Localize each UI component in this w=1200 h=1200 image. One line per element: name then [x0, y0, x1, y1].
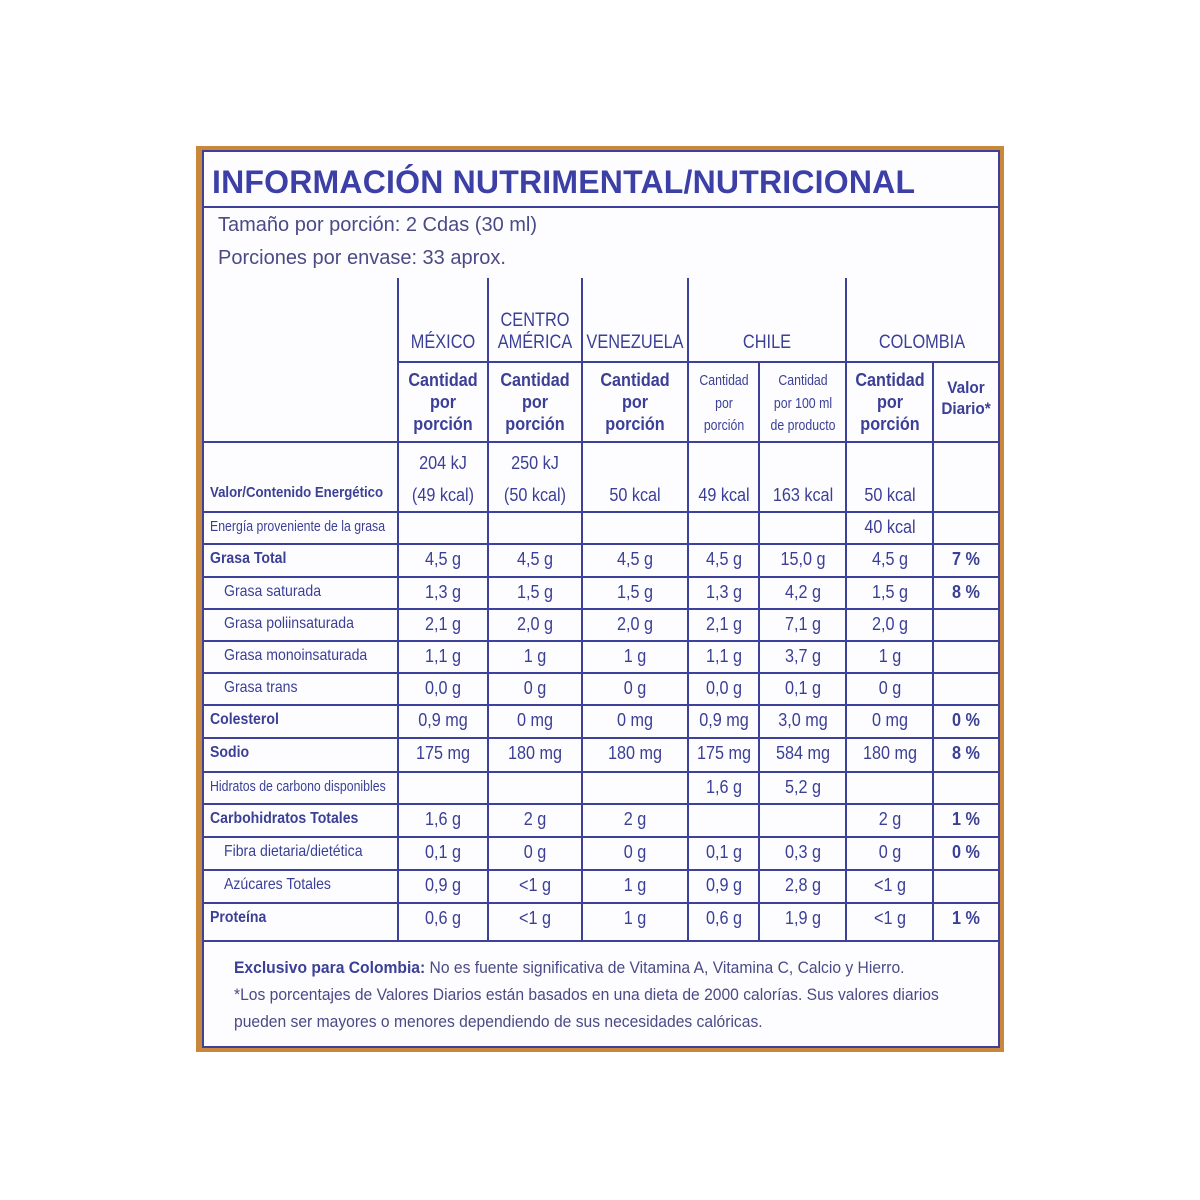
row-carbohidratos-totales-co: 2 g — [878, 809, 901, 829]
row-fibra-dietaria-dietetica-ca: 0 g — [523, 842, 547, 862]
row-grasa-monoinsaturada-ca: 1 g — [523, 646, 547, 666]
row-grasa-saturada-clp: 1,3 g — [705, 582, 742, 602]
header-venezuela: VENEZUELA — [586, 332, 684, 353]
row-label-carbohidratos-totales: Carbohidratos Totales — [210, 810, 359, 827]
row-grasa-total-daily-value: 7 % — [951, 549, 980, 569]
row-label-colesterol: Colesterol — [210, 711, 279, 728]
nutrition-table — [204, 152, 1004, 1052]
footer-exclusive — [234, 958, 904, 978]
row-grasa-monoinsaturada-ve: 1 g — [623, 646, 647, 666]
row-hidratos-de-carbono-disponibles-cl100: 5,2 g — [784, 777, 821, 797]
row-proteina-co: <1 g — [873, 908, 906, 928]
row-fibra-dietaria-dietetica-ve: 0 g — [623, 842, 647, 862]
row-colesterol-daily-value: 0 % — [951, 710, 980, 730]
row-carbohidratos-totales-mx: 1,6 g — [424, 809, 462, 829]
subheader-centro-america: Cantidad por porción — [500, 370, 570, 434]
footer-note-line2: pueden ser mayores o menores dependiendo de sus necesidades calóricas. — [234, 1012, 763, 1031]
row-grasa-total-ca: 4,5 g — [516, 549, 554, 569]
serving-size: Tamaño por porción: 2 Cdas (30 ml) — [218, 214, 538, 236]
row-label-proteina: Proteína — [210, 909, 267, 926]
row-grasa-monoinsaturada-co: 1 g — [878, 646, 901, 666]
energy-mexico-kcal: (49 kcal) — [411, 485, 475, 505]
subheader-daily-value: Valor Diario* — [940, 378, 991, 418]
row-sodio-daily-value: 8 % — [951, 743, 980, 763]
row-sodio-clp: 175 mg — [696, 743, 751, 763]
row-grasa-poliinsaturada-mx: 2,1 g — [424, 614, 462, 634]
header-colombia: COLOMBIA — [878, 332, 966, 353]
subheader-mexico: Cantidad por porción — [408, 370, 478, 434]
fat-energy-colombia: 40 kcal — [863, 517, 916, 537]
row-sodio-co: 180 mg — [862, 743, 917, 763]
row-colesterol-co: 0 mg — [871, 710, 908, 730]
footer-exclusive-label: Exclusivo para Colombia: — [234, 958, 426, 977]
row-carbohidratos-totales-ve: 2 g — [623, 809, 647, 829]
row-grasa-monoinsaturada-mx: 1,1 g — [424, 646, 462, 666]
row-azucares-totales-ve: 1 g — [623, 875, 647, 895]
row-fibra-dietaria-dietetica-mx: 0,1 g — [424, 842, 462, 862]
row-grasa-saturada-co: 1,5 g — [871, 582, 908, 602]
row-grasa-poliinsaturada-cl100: 7,1 g — [784, 614, 821, 634]
row-grasa-total-co: 4,5 g — [871, 549, 908, 569]
subheader-chile-portion: Cantidad por porción — [698, 372, 749, 434]
row-label-azucares-totales: Azúcares Totales — [224, 876, 331, 893]
fat-energy-label: Energía proveniente de la grasa — [210, 518, 386, 535]
row-colesterol-ca: 0 mg — [516, 710, 554, 730]
row-label-grasa-total: Grasa Total — [210, 550, 287, 567]
energy-ca-kj: 250 kJ — [511, 453, 559, 473]
row-grasa-trans-cl100: 0,1 g — [784, 678, 821, 698]
nutrition-label — [202, 150, 1000, 1048]
row-grasa-saturada-daily-value: 8 % — [951, 582, 980, 602]
row-sodio-ca: 180 mg — [507, 743, 563, 763]
row-grasa-saturada-ca: 1,5 g — [516, 582, 554, 602]
row-label-grasa-saturada: Grasa saturada — [224, 583, 322, 600]
row-grasa-trans-ca: 0 g — [523, 678, 547, 698]
row-fibra-dietaria-dietetica-cl100: 0,3 g — [784, 842, 821, 862]
subheader-colombia: Cantidad por porción — [854, 370, 925, 434]
row-azucares-totales-cl100: 2,8 g — [784, 875, 821, 895]
row-grasa-trans-clp: 0,0 g — [705, 678, 742, 698]
row-grasa-poliinsaturada-ve: 2,0 g — [616, 614, 654, 634]
servings-per-container: Porciones por envase: 33 aprox. — [218, 247, 506, 269]
row-grasa-trans-mx: 0,0 g — [424, 678, 462, 698]
row-sodio-ve: 180 mg — [607, 743, 663, 763]
row-fibra-dietaria-dietetica-co: 0 g — [878, 842, 901, 862]
row-azucares-totales-co: <1 g — [873, 875, 906, 895]
row-grasa-poliinsaturada-clp: 2,1 g — [705, 614, 742, 634]
energy-venezuela: 50 kcal — [609, 485, 661, 505]
row-grasa-trans-ve: 0 g — [623, 678, 647, 698]
row-proteina-ve: 1 g — [623, 908, 647, 928]
row-proteina-ca: <1 g — [519, 908, 551, 928]
row-carbohidratos-totales-ca: 2 g — [523, 809, 547, 829]
row-fibra-dietaria-dietetica-daily-value: 0 % — [951, 842, 980, 862]
nutrition-label-card — [196, 146, 1004, 1052]
row-label-grasa-trans: Grasa trans — [224, 679, 298, 696]
energy-colombia: 50 kcal — [863, 485, 916, 505]
label-title: INFORMACIÓN NUTRIMENTAL/NUTRICIONAL — [212, 164, 916, 200]
header-centro-america-line1: CENTRO — [500, 310, 570, 331]
row-grasa-saturada-mx: 1,3 g — [424, 582, 462, 602]
row-label-hidratos-de-carbono-disponibles: Hidratos de carbono disponibles — [210, 778, 386, 795]
row-colesterol-mx: 0,9 mg — [418, 710, 468, 730]
row-proteina-mx: 0,6 g — [424, 908, 462, 928]
row-grasa-poliinsaturada-ca: 2,0 g — [516, 614, 554, 634]
row-colesterol-ve: 0 mg — [616, 710, 654, 730]
row-grasa-monoinsaturada-cl100: 3,7 g — [784, 646, 821, 666]
header-chile: CHILE — [742, 332, 792, 353]
subheader-chile-100ml: Cantidad por 100 ml de producto — [770, 372, 835, 434]
row-grasa-monoinsaturada-clp: 1,1 g — [705, 646, 742, 666]
row-proteina-daily-value: 1 % — [951, 908, 980, 928]
energy-chile-portion: 49 kcal — [697, 485, 750, 505]
row-sodio-mx: 175 mg — [415, 743, 471, 763]
row-hidratos-de-carbono-disponibles-clp: 1,6 g — [705, 777, 742, 797]
row-grasa-total-cl100: 15,0 g — [779, 549, 826, 569]
row-label-grasa-poliinsaturada: Grasa poliinsaturada — [224, 615, 354, 632]
footer-exclusive-text: No es fuente significativa de Vitamina A, Vitamina C, Calcio y Hierro. — [425, 958, 905, 977]
row-azucares-totales-ca: <1 g — [519, 875, 551, 895]
header-mexico: MÉXICO — [410, 332, 476, 353]
header-centro-america-line2: AMÉRICA — [497, 332, 573, 353]
row-grasa-saturada-ve: 1,5 g — [616, 582, 654, 602]
energy-ca-kcal: (50 kcal) — [503, 485, 567, 505]
footer-note-line1: *Los porcentajes de Valores Diarios están basados en una dieta de 2000 calorías. Sus valores diarios — [234, 985, 939, 1004]
energy-label: Valor/Contenido Energético — [210, 484, 384, 501]
row-azucares-totales-mx: 0,9 g — [424, 875, 462, 895]
row-label-sodio: Sodio — [210, 744, 250, 761]
row-grasa-saturada-cl100: 4,2 g — [784, 582, 821, 602]
energy-chile-100ml: 163 kcal — [772, 485, 833, 505]
row-proteina-clp: 0,6 g — [705, 908, 742, 928]
subheader-venezuela: Cantidad por porción — [600, 370, 670, 434]
row-azucares-totales-clp: 0,9 g — [705, 875, 742, 895]
row-grasa-trans-co: 0 g — [878, 678, 901, 698]
row-grasa-total-ve: 4,5 g — [616, 549, 654, 569]
energy-mexico-kj: 204 kJ — [419, 453, 467, 473]
row-label-grasa-monoinsaturada: Grasa monoinsaturada — [224, 647, 368, 664]
row-grasa-total-mx: 4,5 g — [424, 549, 462, 569]
row-grasa-poliinsaturada-co: 2,0 g — [871, 614, 908, 634]
row-proteina-cl100: 1,9 g — [784, 908, 821, 928]
row-label-fibra-dietaria-dietetica: Fibra dietaria/dietética — [224, 843, 363, 860]
row-colesterol-cl100: 3,0 mg — [777, 710, 828, 730]
row-fibra-dietaria-dietetica-clp: 0,1 g — [705, 842, 742, 862]
row-grasa-total-clp: 4,5 g — [705, 549, 742, 569]
row-colesterol-clp: 0,9 mg — [698, 710, 749, 730]
row-sodio-cl100: 584 mg — [775, 743, 830, 763]
row-carbohidratos-totales-daily-value: 1 % — [951, 809, 980, 829]
